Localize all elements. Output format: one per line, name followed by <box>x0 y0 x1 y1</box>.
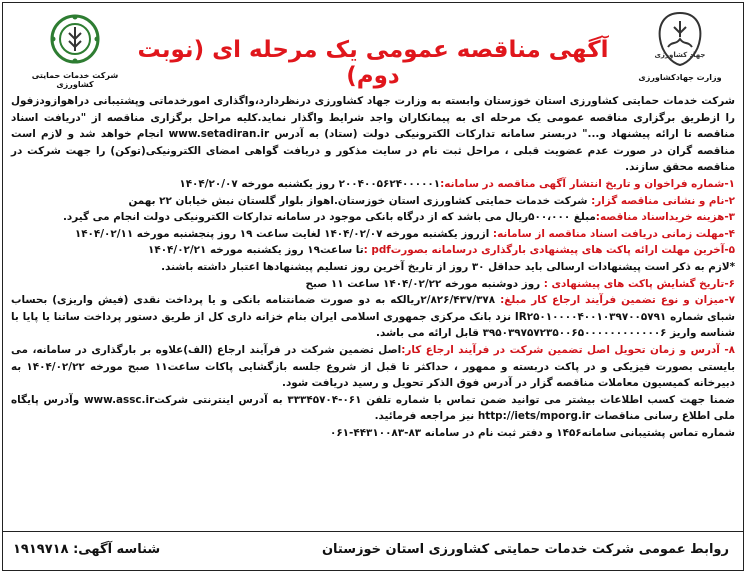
item-2 <box>11 193 735 210</box>
item-7-label: ۷-میزان و نوع تضمین فرآیند ارجاع کار مبلغ: <box>500 294 735 307</box>
item-4 <box>11 226 735 243</box>
jihad-logo-text: جهاد کشاورزی <box>654 51 706 59</box>
ministry-logo <box>625 11 735 82</box>
validity-note: *لازم به ذکر است پیشنهادات ارسالی باید حداقل ۳۰ روز از تاریخ آخرین روز تسلیم پیشنهادها اعتبار داشته باشند. <box>161 260 735 273</box>
company-caption: شرکت خدمات حمایتی کشاورزی <box>31 71 119 89</box>
item-8-value: اصل تضمین شرکت در فرآیند ارجاع (الف)علاوه بر بارگذاری در سامانه، می بایستی بصورت فیزیکی و در پاکت دربسته و ممهور ، حداکثر تا قبل از شروع جلسه بازگشایی پاکات ساعت۱۱ صبح مورخه ۱۴۰۴/۰۲/۲۲ به دبیرخانه کمیسیون معاملات مناقصه گزار در آدرس فوق الذکر تحویل و رسید دریافت شود. <box>11 343 736 390</box>
item-1-label: ۱-شماره فراخوان و تاریخ انتشار آگهی مناقصه در سامانه: <box>440 177 735 190</box>
publisher: روابط عمومی شرکت خدمات حمایتی کشاورزی استان خوزستان <box>321 542 729 557</box>
item-6-value: روز دوشنبه مورخه ۱۴۰۴/۰۲/۲۲ ساعت ۱۱ صبح <box>305 277 544 290</box>
item-8 <box>11 342 735 392</box>
page-title: آگهی مناقصه عمومی یک مرحله ای (نوبت دوم) <box>137 37 609 89</box>
item-5 <box>11 242 735 259</box>
item-3-label: ۳-هزینه خریداسناد مناقصه: <box>595 211 735 224</box>
item-2-value: شرکت خدمات حمایتی کشاورزی استان خوزستان.اهواز بلوار گلستان نبش خیابان ۲۲ بهمن <box>128 194 592 207</box>
ad-id-label: شناسه آگهی: <box>73 542 161 557</box>
item-3-value: مبلغ ۵۰۰،۰۰۰ریال می باشد که از درگاه بانکی موجود در سامانه تدارکات الکترونیکی دولت انجام می گیرد. <box>62 211 596 224</box>
footer <box>3 531 743 570</box>
item-4-label: ۴-مهلت زمانی دریافت اسناد مناقصه از سامانه: <box>492 227 735 240</box>
item-7 <box>11 292 735 342</box>
item-1-value: ۲۰۰۴۰۰۵۶۲۴۰۰۰۰۰۱ روز یکشنبه مورخه ۱۴۰۴/۲۰/۰۷ <box>179 177 441 190</box>
contact-paragraph: ضمنا جهت کسب اطلاعات بیشتر می توانید ضمن تماس با شماره تلفن ۰۶۱-۳۳۳۴۵۷۰۴ به آدرس اینترنتی شرکتwww.assc.ir وآدرس پایگاه ملی اطلاع رسانی مناقصات http://iets/mporg.ir نیز مراجعه فرمائید. <box>11 393 735 423</box>
item-6 <box>11 276 735 293</box>
company-logo <box>25 13 125 89</box>
ad-id-value: ۱۹۱۹۷۱۸ <box>13 542 69 557</box>
ministry-caption: وزارت جهادکشاورزی <box>638 73 722 82</box>
intro-paragraph: شرکت خدمات حمایتی کشاورزی استان خوزستان وابسته به وزارت جهاد کشاورزی درنظردارد،واگذاری امورخدماتی وپشتیبانی دراهوازودزفول را ازطریق برگزاری مناقصه عمومی یک مرحله ای به پیمانکاران واجد شرایط واگذار نماید.کلیه مراحل برگزاری مناقصه از "دریافت اسناد مناقصه تا ارائه پیشنهاد و..." دربستر سامانه تدارکات الکترونیکی دولت (ستاد) به آدرس www.setadiran.ir انجام خواهد شد و لازم است مناقصه گران در صورت عدم عضویت قبلی ، مراحل ثبت نام در سایت مذکور و دریافت گواهی امضای الکترونیکی(توکن) را جهت شرکت در مناقصه محقق سازند. <box>11 95 735 174</box>
wheat-wreath-icon <box>49 13 101 65</box>
item-1 <box>11 176 735 193</box>
item-7-value: ۲/۸۲۶/۴۳۷/۳۷۸ریالکه به دو صورت ضمانتنامه بانکی و یا پرداخت نقدی (فیش واریزی) بحساب شبای شماره IR۲۵۰۱۰۰۰۰۴۰۰۱۰۳۹۷۰۰۵۷۹۱ نزد بانک مرکزی جمهوری اسلامی ایران بنام خزانه داری کل از طریق دستور پرداخت ساتنا یا پایا با شناسه واریز ۳۹۵۰۳۹۷۵۷۲۳۵۰۰۶۵۰۰۰۰۰۰۰۰۰۰۰۰۶ قابل ارائه می باشد. <box>11 294 736 340</box>
item-5-value: تا ساعت۱۹ روز یکشنبه مورخه ۱۴۰۴/۰۲/۲۱ <box>148 244 364 257</box>
item-6-label: ۶-تاریخ گشایش پاکت های پیشنهادی : <box>543 277 735 290</box>
item-5-label: ۵-آخرین مهلت ارائه پاکت های پیشنهادی بارگذاری درسامانه بصورتpdf : <box>363 244 735 257</box>
tender-notice <box>2 2 744 571</box>
item-4-value: ازروز یکشنبه مورخه ۱۴۰۴/۰۲/۰۷ لغایت ساعت ۱۹ روز پنجشنبه مورخه ۱۴۰۴/۰۲/۱۱ <box>74 227 493 240</box>
item-2-label: ۲-نام و نشانی مناقصه گزار: <box>591 194 735 207</box>
jihad-emblem-icon <box>654 11 706 67</box>
ad-id <box>13 542 160 557</box>
header <box>3 3 743 91</box>
notice-body <box>11 93 735 441</box>
item-3 <box>11 209 735 226</box>
support-line: شماره تماس پشتیبانی سامانه۱۴۵۶ و دفتر ثبت نام در سامانه ۸۳-۴۴۳۱۰۰۸۳-۰۶۱ <box>330 426 735 439</box>
item-8-label: ۸- آدرس و زمان تحویل اصل تضمین شرکت در فرآیند ارجاع کار: <box>401 343 735 356</box>
